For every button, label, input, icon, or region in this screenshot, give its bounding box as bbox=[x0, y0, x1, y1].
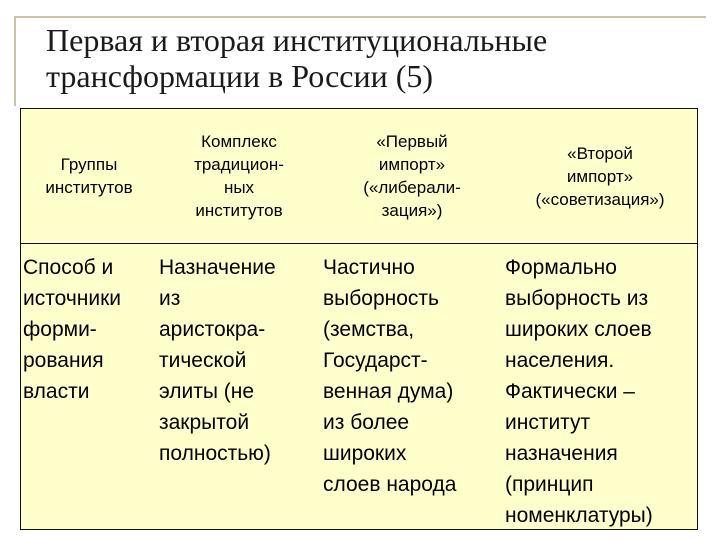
header-cell-traditional bbox=[157, 109, 321, 243]
row-cell-groups: Способ и источники форми- рования власти bbox=[21, 243, 157, 529]
comparison-table bbox=[20, 108, 698, 530]
header-cell-groups bbox=[21, 109, 157, 243]
row-cell-traditional: Назначение из аристокра- тической элиты (не закрытой полностью) bbox=[157, 243, 321, 529]
slide-title-line-2: трансформации в России (5) bbox=[46, 58, 434, 94]
header-groups-text: Группы институтов bbox=[45, 155, 133, 197]
header-second-import-text: «Второй импорт» («советизация») bbox=[535, 143, 665, 209]
row-cell-first-import: Частично выборность (земства, Государст- венная дума) из более широких слоев народа bbox=[321, 243, 503, 529]
header-first-import-text: «Первый импорт» («либерали- зация») bbox=[363, 132, 461, 220]
slide-title bbox=[46, 22, 706, 94]
title-frame-top bbox=[14, 16, 706, 18]
header-traditional-text: Комплекс традицион- ных институтов bbox=[194, 132, 284, 220]
slide-title-line-1: Первая и вторая институциональные bbox=[46, 22, 548, 58]
header-cell-first-import bbox=[321, 109, 503, 243]
row-cell-second-import: Формально выборность из широких слоев населения. Фактически – институт назначения (принцип номенклатуры) bbox=[503, 243, 697, 529]
title-frame-left bbox=[14, 16, 16, 106]
header-cell-second-import bbox=[503, 109, 697, 243]
comparison-table-grid bbox=[21, 109, 697, 529]
